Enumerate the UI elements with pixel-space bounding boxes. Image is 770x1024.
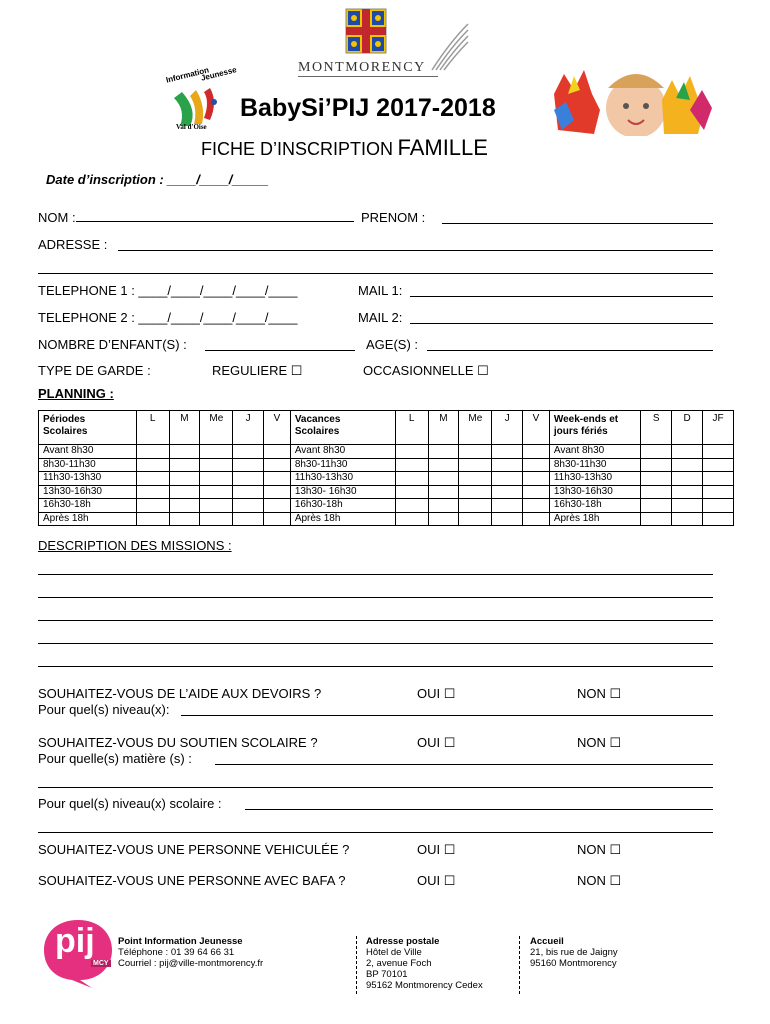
time-slot-label: Après 18h [549,512,641,526]
planning-cell[interactable] [672,499,703,513]
nombre-enfants-label: NOMBRE D’ENFANT(S) : [38,337,187,352]
planning-row [39,472,734,486]
ages-label: AGE(S) : [366,337,419,352]
bafa-oui-checkbox[interactable]: OUI ☐ [417,873,456,888]
planning-cell[interactable] [702,445,733,459]
day-header: JF [702,411,733,445]
nombre-enfants-field[interactable] [38,337,187,352]
planning-cell[interactable] [523,445,550,459]
description-line[interactable] [38,643,713,644]
planning-cell[interactable] [233,472,264,486]
bafa-question: SOUHAITEZ-VOUS UNE PERSONNE AVEC BAFA ? [38,873,346,888]
planning-cell[interactable] [641,472,672,486]
footer-adresse-line: Hôtel de Ville [366,947,422,958]
subtitle-part2: FAMILLE [397,135,488,160]
planning-cell[interactable] [492,445,523,459]
footer-accueil-line: 95160 Montmorency [530,958,617,969]
time-slot-label: Après 18h [39,512,137,526]
soutien-niveau-label: Pour quel(s) niveau(x) scolaire : [38,796,222,811]
day-header: S [641,411,672,445]
footer-pij-title: Point Information Jeunesse [118,936,243,947]
adresse-line-2 [38,273,713,274]
footer-adresse-title: Adresse postale [366,936,440,947]
footer-pij-phone: Téléphone : 01 39 64 66 31 [118,947,235,958]
planning-cell[interactable] [641,445,672,459]
planning-row [39,445,734,459]
planning-cell[interactable] [169,499,200,513]
planning-cell[interactable] [702,472,733,486]
ages-line [427,350,713,351]
planning-cell[interactable] [169,485,200,499]
planning-cell[interactable] [395,445,428,459]
aide-devoirs-question: SOUHAITEZ-VOUS DE L’AIDE AUX DEVOIRS ? [38,686,322,701]
soutien-niveau-line-2[interactable] [38,832,713,833]
planning-row [39,485,734,499]
vehicule-non-checkbox[interactable]: NON ☐ [577,842,622,857]
planning-table [38,410,734,526]
planning-cell[interactable] [136,512,169,526]
day-header: J [492,411,523,445]
footer-adresse-line: 95162 Montmorency Cedex [366,980,483,991]
montmorency-crest [345,8,387,54]
planning-cell[interactable] [702,458,733,472]
planning-cell[interactable] [672,445,703,459]
day-header: Me [459,411,492,445]
time-slot-label: 11h30-13h30 [39,472,137,486]
adresse-field[interactable] [38,237,107,252]
planning-cell[interactable] [459,445,492,459]
planning-cell[interactable] [395,472,428,486]
footer-adresse-line: 2, avenue Foch [366,958,432,969]
planning-cell[interactable] [672,512,703,526]
subtitle-part1: FICHE D’INSCRIPTION [201,139,394,159]
time-slot-label: Avant 8h30 [290,445,395,459]
aide-devoirs-oui-checkbox[interactable]: OUI ☐ [417,686,456,701]
description-line[interactable] [38,666,713,667]
footer-adresse-postale [366,936,483,991]
planning-cell[interactable] [459,458,492,472]
planning-header-row [39,411,734,445]
planning-cell[interactable] [428,472,459,486]
planning-cell[interactable] [264,472,291,486]
day-header: D [672,411,703,445]
time-slot-label: Avant 8h30 [549,445,641,459]
soutien-oui-checkbox[interactable]: OUI ☐ [417,735,456,750]
planning-cell[interactable] [523,458,550,472]
planning-cell[interactable] [233,499,264,513]
time-slot-label: Après 18h [290,512,395,526]
planning-cell[interactable] [136,485,169,499]
planning-cell[interactable] [523,485,550,499]
soutien-matiere-label: Pour quelle(s) matière (s) : [38,751,192,766]
day-header: M [428,411,459,445]
planning-cell[interactable] [264,499,291,513]
planning-cell[interactable] [641,458,672,472]
nombre-enfants-line [205,350,355,351]
time-slot-label: 16h30-18h [39,499,137,513]
prenom-field[interactable] [361,210,425,225]
planning-cell[interactable] [641,499,672,513]
planning-cell[interactable] [395,499,428,513]
footer-pij-contact [118,936,263,969]
planning-cell[interactable] [523,512,550,526]
nom-label: NOM : [38,210,76,225]
mail-2-field[interactable] [358,310,402,325]
time-slot-label: 8h30-11h30 [549,458,641,472]
aide-devoirs-niveau-line[interactable] [181,715,713,716]
adresse-label: ADRESSE : [38,237,108,252]
description-line[interactable] [38,574,713,575]
planning-cell[interactable] [459,472,492,486]
planning-cell[interactable] [492,458,523,472]
planning-cell[interactable] [523,499,550,513]
telephone-2-field[interactable]: TELEPHONE 2 : ____/____/____/____/____ [38,310,298,325]
reguliere-checkbox[interactable]: REGULIERE ☐ [212,363,303,378]
planning-cell[interactable] [672,458,703,472]
aide-devoirs-niveau-label: Pour quel(s) niveau(x): [38,702,170,717]
soutien-scolaire-question: SOUHAITEZ-VOUS DU SOUTIEN SCOLAIRE ? [38,735,318,750]
soutien-matiere-line-2[interactable] [38,787,713,788]
planning-cell[interactable] [428,485,459,499]
footer-accueil [530,936,618,969]
planning-cell[interactable] [233,445,264,459]
periodes-scolaires-header: Périodes Scolaires [39,411,137,445]
planning-cell[interactable] [428,499,459,513]
planning-cell[interactable] [395,458,428,472]
planning-cell[interactable] [169,512,200,526]
planning-row [39,499,734,513]
planning-cell[interactable] [200,472,233,486]
mail-2-line [410,323,713,324]
time-slot-label: 13h30- 16h30 [290,485,395,499]
mail-1-line [410,296,713,297]
page-title: BabySi’PIJ 2017-2018 [240,94,496,122]
planning-cell[interactable] [169,472,200,486]
planning-cell[interactable] [169,445,200,459]
type-garde-label: TYPE DE GARDE : [38,363,151,378]
day-header: L [136,411,169,445]
pij-logo-subtext: MCY [93,960,109,967]
planning-cell[interactable] [672,472,703,486]
time-slot-label: 16h30-18h [290,499,395,513]
adresse-line-1 [118,250,713,251]
prenom-line [442,223,713,224]
nom-field[interactable] [38,210,354,225]
planning-cell[interactable] [200,499,233,513]
planning-cell[interactable] [523,472,550,486]
footer-accueil-line: 21, bis rue de Jaigny [530,947,618,958]
planning-cell[interactable] [233,458,264,472]
time-slot-label: 16h30-18h [549,499,641,513]
planning-cell[interactable] [428,458,459,472]
day-header: M [169,411,200,445]
planning-cell[interactable] [264,512,291,526]
planning-cell[interactable] [136,458,169,472]
vehicule-question: SOUHAITEZ-VOUS UNE PERSONNE VEHICULÉE ? [38,842,350,857]
date-inscription-field[interactable]: Date d’inscription : ____/____/_____ [46,172,269,187]
planning-cell[interactable] [672,485,703,499]
planning-cell[interactable] [395,512,428,526]
planning-row [39,458,734,472]
planning-cell[interactable] [169,458,200,472]
vacances-scolaires-header: Vacances Scolaires [290,411,395,445]
planning-heading: PLANNING : [38,386,114,401]
ages-field[interactable] [366,337,418,352]
planning-cell[interactable] [492,472,523,486]
planning-cell[interactable] [702,485,733,499]
planning-cell[interactable] [492,499,523,513]
day-header: V [523,411,550,445]
footer-divider [519,936,520,994]
planning-cell[interactable] [200,512,233,526]
painted-hands-photo [544,50,714,136]
planning-cell[interactable] [428,445,459,459]
time-slot-label: Avant 8h30 [39,445,137,459]
planning-cell[interactable] [264,458,291,472]
prenom-label: PRENOM : [361,210,426,225]
planning-cell[interactable] [492,512,523,526]
planning-cell[interactable] [233,485,264,499]
telephone-1-field[interactable]: TELEPHONE 1 : ____/____/____/____/____ [38,283,298,298]
planning-cell[interactable] [459,499,492,513]
planning-cell[interactable] [136,445,169,459]
time-slot-label: 8h30-11h30 [39,458,137,472]
city-underline [298,76,438,77]
day-header: L [395,411,428,445]
planning-row [39,512,734,526]
footer-pij-email[interactable]: Courriel : pij@ville-montmorency.fr [118,958,264,969]
soutien-niveau-line[interactable] [245,809,713,810]
planning-cell[interactable] [200,458,233,472]
time-slot-label: 11h30-13h30 [290,472,395,486]
soutien-non-checkbox[interactable]: NON ☐ [577,735,622,750]
time-slot-label: 13h30-16h30 [39,485,137,499]
pij-logo-text: pij [55,922,95,960]
day-header: V [264,411,291,445]
planning-cell[interactable] [459,485,492,499]
logo-text-val-doise: Val d'Oise [176,123,207,131]
wing-icon [430,22,470,77]
description-line[interactable] [38,620,713,621]
planning-cell[interactable] [641,485,672,499]
planning-cell[interactable] [641,512,672,526]
planning-cell[interactable] [264,445,291,459]
time-slot-label: 13h30-16h30 [549,485,641,499]
description-line[interactable] [38,597,713,598]
planning-cell[interactable] [395,485,428,499]
time-slot-label: 8h30-11h30 [290,458,395,472]
page-subtitle [201,135,488,161]
vehicule-oui-checkbox[interactable]: OUI ☐ [417,842,456,857]
day-header: J [233,411,264,445]
planning-cell[interactable] [200,485,233,499]
soutien-matiere-line[interactable] [215,764,713,765]
footer-divider [356,936,357,994]
planning-cell[interactable] [428,512,459,526]
day-header: Me [200,411,233,445]
planning-cell[interactable] [702,499,733,513]
logo-text-jeunesse: Jeunesse [200,65,238,83]
planning-cell[interactable] [233,512,264,526]
mail-1-label: MAIL 1: [358,283,403,298]
planning-cell[interactable] [200,445,233,459]
occasionnelle-checkbox[interactable]: OCCASIONNELLE ☐ [363,363,489,378]
planning-cell[interactable] [136,499,169,513]
city-name: MONTMORENCY [298,60,426,75]
mail-2-label: MAIL 2: [358,310,403,325]
aide-devoirs-non-checkbox[interactable]: NON ☐ [577,686,622,701]
footer-accueil-title: Accueil [530,936,564,947]
description-missions-heading: DESCRIPTION DES MISSIONS : [38,538,232,553]
logo-text-information: Information [165,65,210,85]
footer-adresse-line: BP 70101 [366,969,408,980]
planning-cell[interactable] [702,512,733,526]
weekends-feries-header: Week-ends et jours fériés [549,411,641,445]
planning-cell[interactable] [492,485,523,499]
planning-cell[interactable] [264,485,291,499]
planning-cell[interactable] [459,512,492,526]
bafa-non-checkbox[interactable]: NON ☐ [577,873,622,888]
mail-1-field[interactable] [358,283,402,298]
time-slot-label: 11h30-13h30 [549,472,641,486]
planning-cell[interactable] [136,472,169,486]
